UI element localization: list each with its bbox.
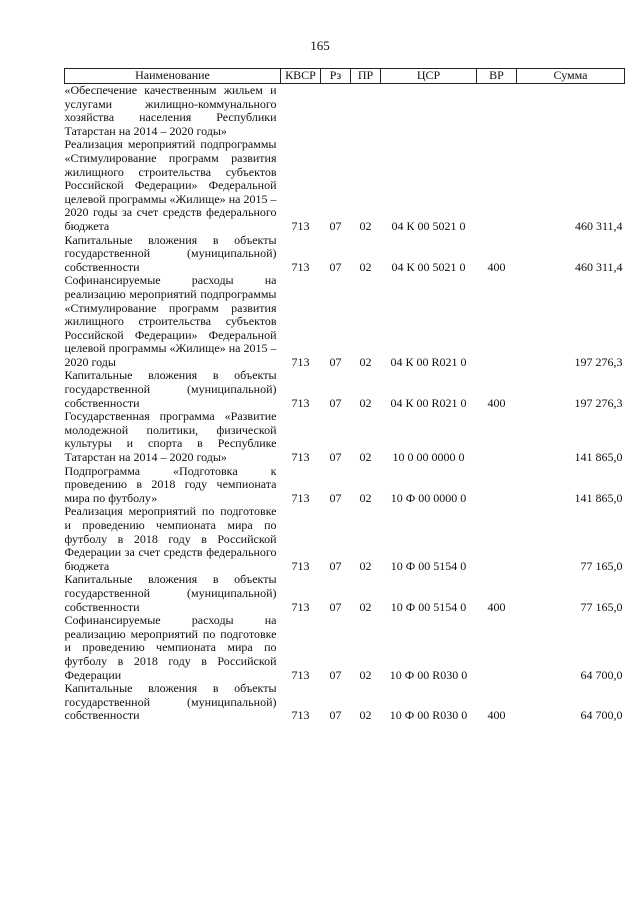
- row-rz: [321, 84, 351, 139]
- header-name: Наименование: [65, 69, 281, 84]
- row-pr: 02: [359, 708, 372, 723]
- row-name: Софинансируемые расходы на реализацию мероприятий по подготовке и проведению чемпионата мира по футболу в 2018 году в Российской Федерации: [64, 613, 277, 682]
- row-kvsr: 713: [291, 490, 310, 505]
- row-rz: 07: [329, 450, 342, 465]
- row-csr: 10 Ф 00 5154 0: [390, 599, 467, 614]
- table-row: [65, 573, 625, 614]
- row-rz: 07: [329, 354, 342, 369]
- row-rz: 07: [329, 667, 342, 682]
- row-name: Капитальные вложения в объекты государственной (муниципальной) собственности: [64, 368, 277, 410]
- row-sum: [517, 84, 625, 139]
- row-pr: 02: [359, 667, 372, 682]
- table-header-row: [65, 69, 625, 84]
- table-row: [65, 369, 625, 410]
- row-sum: 141 865,0: [574, 450, 623, 465]
- header-sum: Сумма: [517, 69, 625, 84]
- row-kvsr: 713: [291, 708, 310, 723]
- row-name: Софинансируемые расходы на реализацию мероприятий подпрограммы «Стимулирование программ развития жилищного строительства субъектов Российской Федерации» Федеральной целевой программы «Жилище» на 2015 – 2020 годы: [64, 273, 277, 369]
- row-rz: 07: [329, 558, 342, 573]
- row-vr: [477, 84, 517, 139]
- row-pr: 02: [359, 259, 372, 274]
- row-csr: 04 К 00 R021 0: [390, 354, 467, 369]
- row-name: Капитальные вложения в объекты государственной (муниципальной) собственности: [64, 681, 277, 723]
- row-name: Подпрограмма «Подготовка к проведению в 2018 году чемпионата мира по футболу»: [64, 463, 277, 505]
- row-name: Государственная программа «Развитие молодежной политики, физической культуры и спорта в Республике Татарстан на 2014 – 2020 годы»: [64, 409, 277, 465]
- row-rz: 07: [329, 599, 342, 614]
- row-sum: 460 311,4: [574, 218, 623, 233]
- row-sum: 64 700,0: [580, 708, 623, 723]
- row-kvsr: 713: [291, 259, 310, 274]
- row-kvsr: 713: [291, 354, 310, 369]
- page-number: 165: [310, 38, 330, 53]
- row-sum: 197 276,3: [574, 395, 623, 410]
- row-name: Капитальные вложения в объекты государственной (муниципальной) собственности: [64, 572, 277, 614]
- row-kvsr: 713: [291, 395, 310, 410]
- table-row: [65, 274, 625, 369]
- row-sum: 197 276,3: [574, 354, 623, 369]
- row-name: «Обеспечение качественным жильем и услугами жилищно-коммунального хозяйства населения Республики Татарстан на 2014 – 2020 годы»: [64, 83, 277, 138]
- row-pr: 02: [359, 395, 372, 410]
- row-vr: [477, 410, 517, 464]
- table-row: [65, 410, 625, 464]
- row-csr: 10 Ф 00 R030 0: [389, 708, 468, 723]
- row-csr: 04 К 00 R021 0: [390, 395, 467, 410]
- row-csr: 10 Ф 00 R030 0: [389, 667, 468, 682]
- table-row: [65, 234, 625, 275]
- row-kvsr: 713: [291, 667, 310, 682]
- table-row: [65, 465, 625, 506]
- row-pr: 02: [359, 490, 372, 505]
- row-pr: [351, 84, 381, 139]
- table-row: [65, 614, 625, 682]
- row-vr: [477, 138, 517, 233]
- row-vr: 400: [487, 259, 506, 274]
- row-name: Реализация мероприятий подпрограммы «Стимулирование программ развития жилищного строительства субъектов Российской Федерации» Федеральной целевой программы «Жилище» на 2015 – 2020 годы за счет средств федерального бюджета: [64, 137, 277, 233]
- row-kvsr: 713: [291, 558, 310, 573]
- row-sum: 64 700,0: [580, 667, 623, 682]
- header-csr: ЦСР: [381, 69, 477, 84]
- header-pr: ПР: [351, 69, 381, 84]
- row-rz: 07: [329, 259, 342, 274]
- row-csr: [381, 84, 477, 139]
- row-name: Реализация мероприятий по подготовке и проведению чемпионата мира по футболу в 2018 году в Российской Федерации за счет средств федерального бюджета: [64, 504, 277, 573]
- row-csr: 10 Ф 00 0000 0: [390, 490, 467, 505]
- budget-table: [64, 68, 625, 723]
- row-vr: [477, 614, 517, 682]
- table-row: [65, 505, 625, 573]
- row-rz: 07: [329, 490, 342, 505]
- table-row: [65, 138, 625, 233]
- header-kvsr: КВСР: [281, 69, 321, 84]
- row-vr: [477, 505, 517, 573]
- row-pr: 02: [359, 599, 372, 614]
- row-vr: 400: [487, 708, 506, 723]
- row-csr: 04 К 00 5021 0: [391, 218, 466, 233]
- row-sum: 77 165,0: [580, 558, 623, 573]
- header-vr: ВР: [477, 69, 517, 84]
- row-pr: 02: [359, 218, 372, 233]
- row-name: Капитальные вложения в объекты государственной (муниципальной) собственности: [64, 232, 277, 274]
- row-csr: 04 К 00 5021 0: [391, 259, 466, 274]
- row-kvsr: 713: [291, 450, 310, 465]
- table-row: [65, 84, 625, 139]
- table-row: [65, 682, 625, 723]
- row-pr: 02: [359, 558, 372, 573]
- row-pr: 02: [359, 354, 372, 369]
- row-sum: 460 311,4: [574, 259, 623, 274]
- row-rz: 07: [329, 708, 342, 723]
- row-pr: 02: [359, 450, 372, 465]
- row-vr: [477, 465, 517, 506]
- row-rz: 07: [329, 218, 342, 233]
- row-rz: 07: [329, 395, 342, 410]
- row-kvsr: [281, 84, 321, 139]
- row-vr: 400: [487, 395, 506, 410]
- row-vr: 400: [487, 599, 506, 614]
- row-sum: 141 865,0: [574, 490, 623, 505]
- row-kvsr: 713: [291, 218, 310, 233]
- row-csr: 10 0 00 0000 0: [392, 450, 465, 465]
- row-vr: [477, 274, 517, 369]
- row-kvsr: 713: [291, 599, 310, 614]
- row-csr: 10 Ф 00 5154 0: [390, 558, 467, 573]
- row-sum: 77 165,0: [580, 599, 623, 614]
- header-rz: Рз: [321, 69, 351, 84]
